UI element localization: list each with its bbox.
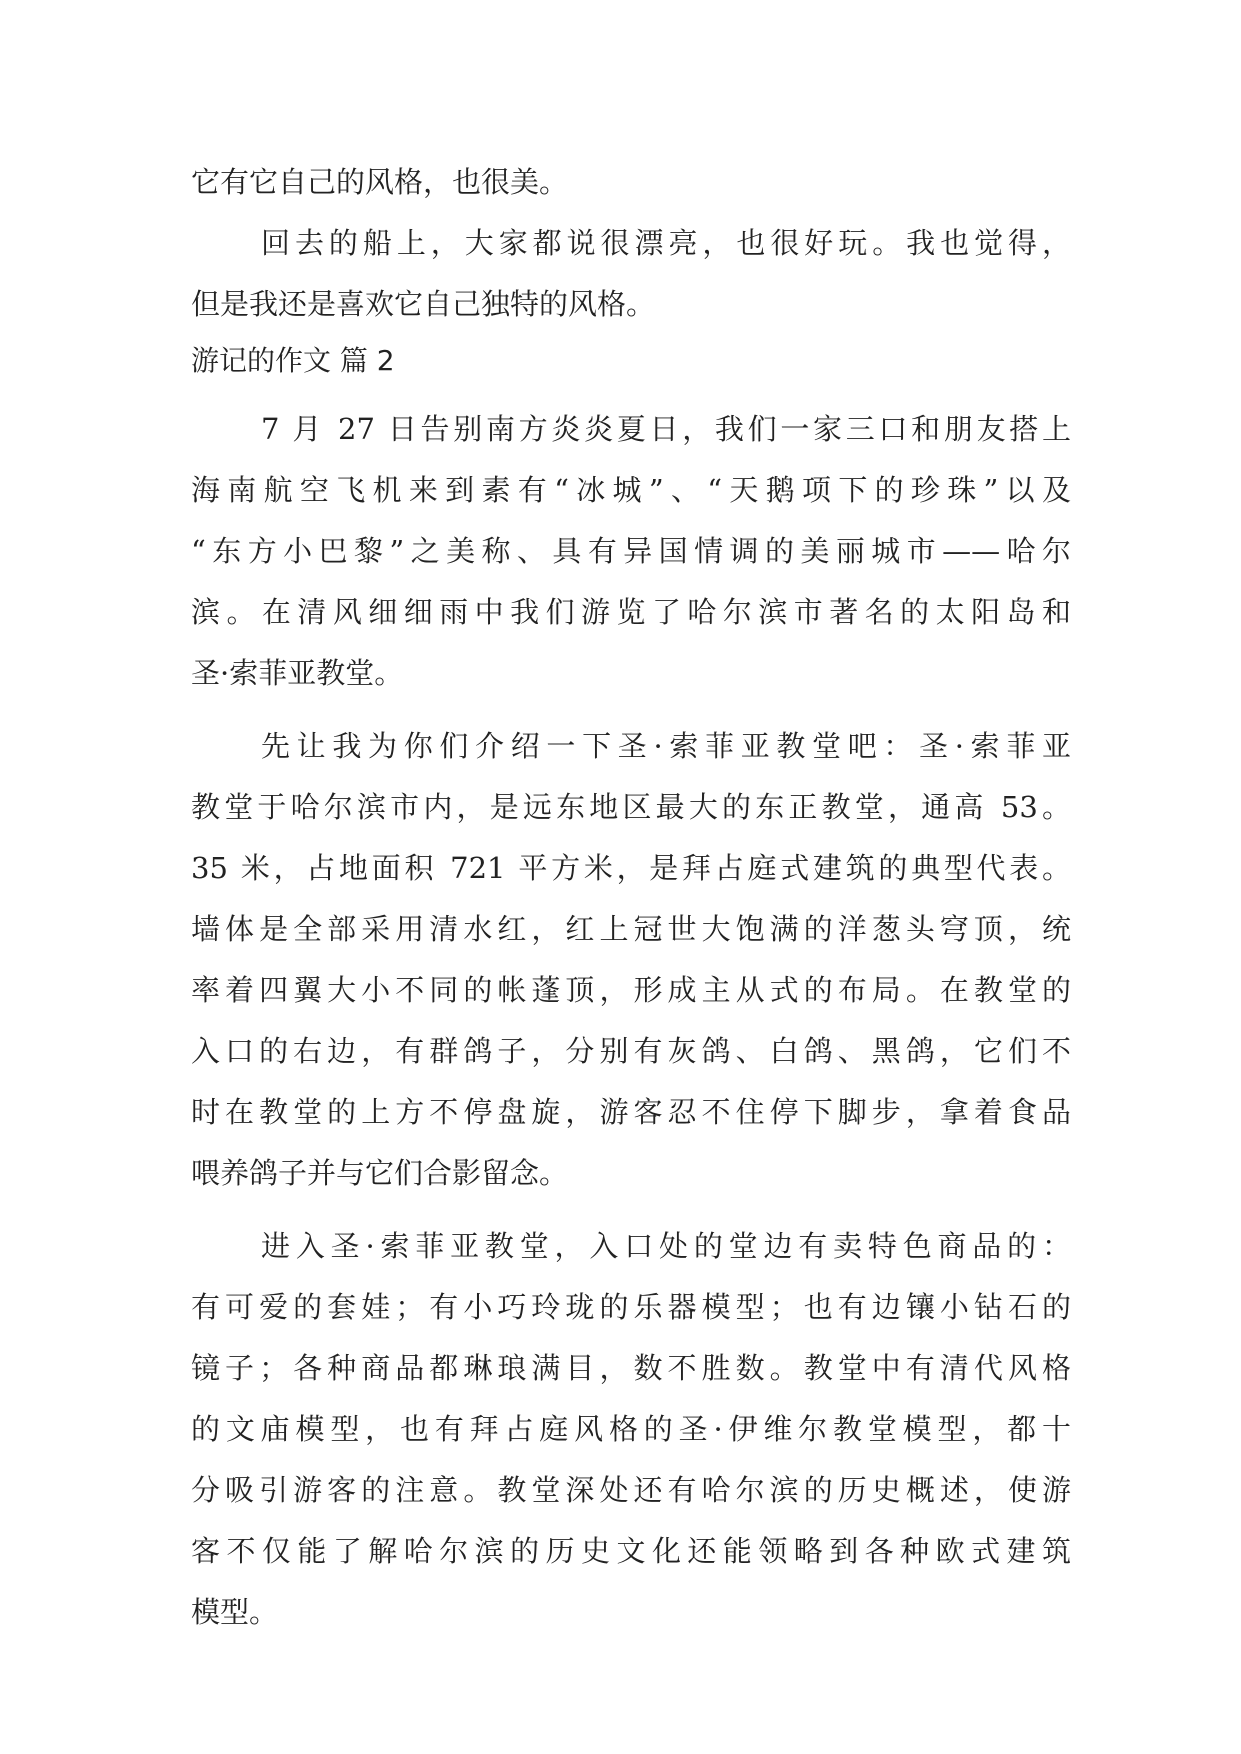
paragraph-4 bbox=[191, 716, 1071, 1204]
text-line: 入口的右边，有群鸽子，分别有灰鸽、白鸽、黑鸽，它们不 bbox=[191, 1034, 1071, 1068]
text-line: 时在教堂的上方不停盘旋，游客忍不住停下脚步，拿着食品 bbox=[191, 1095, 1071, 1129]
text-line: 但是我还是喜欢它自己独特的风格。 bbox=[191, 287, 656, 321]
text-line: 35 米，占地面积 721 平方米，是拜占庭式建筑的典型代表。 bbox=[191, 851, 1071, 885]
text-line: 墙体是全部采用清水红，红上冠世大饱满的洋葱头穹顶，统 bbox=[191, 912, 1071, 946]
text-line: 模型。 bbox=[191, 1595, 279, 1629]
section-title: 游记的作文 篇 2 bbox=[191, 344, 395, 377]
text-line: 镜子；各种商品都琳琅满目，数不胜数。教堂中有清代风格 bbox=[191, 1351, 1071, 1385]
text-line: 先让我为你们介绍一下圣·索菲亚教堂吧：圣·索菲亚 bbox=[261, 729, 1072, 763]
text-line: 喂养鸽子并与它们合影留念。 bbox=[191, 1156, 569, 1190]
text-line: 分吸引游客的注意。教堂深处还有哈尔滨的历史概述，使游 bbox=[191, 1473, 1071, 1507]
text-line: 教堂于哈尔滨市内，是远东地区最大的东正教堂，通高 53。 bbox=[191, 790, 1071, 824]
text-line: 它有它自己的风格，也很美。 bbox=[191, 165, 569, 199]
paragraph-3 bbox=[191, 399, 1071, 704]
text-line: 有可爱的套娃；有小巧玲珑的乐器模型；也有边镶小钻石的 bbox=[191, 1290, 1071, 1324]
paragraph-5 bbox=[191, 1216, 1071, 1643]
text-line: “东方小巴黎”之美称、具有异国情调的美丽城市——哈尔 bbox=[191, 534, 1071, 568]
text-line: 客不仅能了解哈尔滨的历史文化还能领略到各种欧式建筑 bbox=[191, 1534, 1071, 1568]
text-line: 海南航空飞机来到素有“冰城”、“天鹅项下的珍珠”以及 bbox=[191, 473, 1071, 507]
text-line: 率着四翼大小不同的帐蓬顶，形成主从式的布局。在教堂的 bbox=[191, 973, 1071, 1007]
text-line: 圣·索菲亚教堂。 bbox=[191, 656, 404, 690]
text-line: 滨。在清风细细雨中我们游览了哈尔滨市著名的太阳岛和 bbox=[191, 595, 1071, 629]
paragraph-2 bbox=[191, 213, 1071, 335]
text-line: 回去的船上，大家都说很漂亮，也很好玩。我也觉得， bbox=[261, 226, 1071, 260]
text-line: 的文庙模型，也有拜占庭风格的圣·伊维尔教堂模型，都十 bbox=[191, 1412, 1071, 1446]
paragraph-1 bbox=[191, 152, 1071, 213]
text-line: 进入圣·索菲亚教堂，入口处的堂边有卖特色商品的： bbox=[261, 1229, 1071, 1263]
text-line: 7 月 27 日告别南方炎炎夏日，我们一家三口和朋友搭上 bbox=[261, 412, 1071, 446]
article-body bbox=[191, 152, 1071, 1643]
